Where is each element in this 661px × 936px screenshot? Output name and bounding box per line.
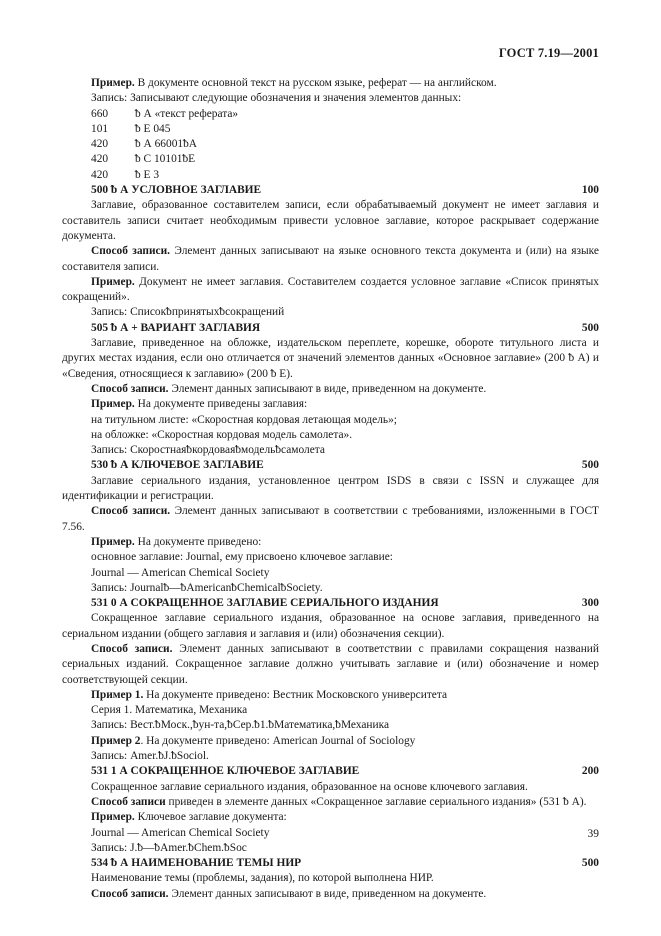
- paragraph-text: на титульном листе: «Скоростная кордовая летающая модель»;: [91, 413, 397, 426]
- section-heading: [62, 764, 599, 779]
- paragraph-lead: Способ записи.: [91, 642, 173, 655]
- paragraph: [62, 76, 599, 91]
- paragraph-text: Элемент данных записывают в виде, приведенном на документе.: [168, 382, 487, 395]
- paragraph-lead: Пример.: [91, 535, 135, 548]
- paragraph-lead: Способ записи.: [91, 887, 169, 900]
- paragraph-text: Запись: J.ᵬ—ᵬAmer.ᵬChem.ᵬSoc: [91, 841, 247, 854]
- section-number: 500: [581, 857, 599, 870]
- paragraph-text: . На документе приведено: American Journal of Sociology: [140, 734, 416, 747]
- paragraph-lead: Способ записи.: [91, 505, 171, 518]
- paragraph-lead: Способ записи: [91, 795, 166, 808]
- paragraph: [62, 749, 599, 764]
- section-title: 500 ᵬ А УСЛОВНОЕ ЗАГЛАВИЕ: [91, 184, 262, 197]
- paragraph-text: Серия 1. Математика, Механика: [91, 704, 248, 717]
- paragraph: [62, 780, 599, 795]
- paragraph: [62, 718, 599, 733]
- paragraph: [62, 550, 599, 565]
- paragraph-text: Запись: Записывают следующие обозначения и значения элементов данных:: [91, 92, 462, 105]
- paragraph: [62, 305, 599, 320]
- example-line: [62, 152, 599, 167]
- field-value: ᵬ С 10101ᵬE: [135, 153, 196, 166]
- paragraph-text: Запись: Списокᵬпринятыхᵬсокращений: [91, 306, 285, 319]
- field-code: 420: [91, 138, 109, 151]
- paragraph-text: Запись: Вест.ᵬМоск.,ᵬун-та,ᵬСер.ᵬ1.ᵬМатематика,ᵬМеханика: [91, 719, 390, 732]
- paragraph: [62, 871, 599, 886]
- paragraph: [62, 413, 599, 428]
- field-code: 660: [91, 107, 109, 120]
- section-heading: [62, 856, 599, 871]
- example-line: [62, 137, 599, 152]
- section-title: 531 1 А СОКРАЩЕННОЕ КЛЮЧЕВОЕ ЗАГЛАВИЕ: [91, 765, 360, 778]
- section-heading: [62, 458, 599, 473]
- paragraph-text: Элемент данных записывают на языке основного текста документа и (или) на языке составителя записи.: [62, 245, 599, 273]
- paragraph: [62, 535, 599, 550]
- paragraph: [62, 336, 599, 382]
- paragraph-text: приведен в элементе данных «Сокращенное заглавие сериального издания» (531 ᵬ А).: [165, 795, 587, 808]
- example-line: [62, 107, 599, 122]
- paragraph: [62, 642, 599, 688]
- paragraph: [62, 198, 599, 244]
- example-line: [62, 168, 599, 183]
- field-code: 101: [91, 122, 109, 135]
- section-title: 534 ᵬ А НАИМЕНОВАНИЕ ТЕМЫ НИР: [91, 857, 302, 870]
- paragraph: [62, 504, 599, 535]
- paragraph-text: На документе приведены заглавия:: [134, 398, 308, 411]
- paragraph-text: на обложке: «Скоростная кордовая модель самолета».: [91, 428, 353, 441]
- section-heading: [62, 183, 599, 198]
- paragraph-text: Элемент данных записывают в соответствии с требованиями, изложенными в ГОСТ 7.56.: [62, 505, 599, 533]
- paragraph-text: В документе основной текст на русском языке, реферат — на английском.: [134, 77, 497, 89]
- paragraph-text: Заглавие сериального издания, установленное центром ISDS в связи с ISSN и служащее для идентификации и регистрации.: [62, 474, 599, 503]
- section-number: 200: [581, 765, 599, 778]
- paragraph: [62, 703, 599, 718]
- paragraph: [62, 581, 599, 596]
- paragraph-text: Journal — American Chemical Society: [91, 826, 270, 839]
- paragraph-text: На документе приведено:: [134, 535, 262, 548]
- paragraph-text: Наименование темы (проблемы, задания), по которой выполнена НИР.: [91, 872, 434, 885]
- paragraph: [62, 611, 599, 642]
- paragraph-text: Элемент данных записывают в виде, приведенном на документе.: [168, 887, 487, 900]
- paragraph-text: Сокращенное заглавие сериального издания, образованное на основе ключевого заглавия.: [91, 780, 528, 793]
- example-line: [62, 122, 599, 137]
- paragraph-text: Заглавие, приведенное на обложке, издательском переплете, корешке, обороте титульного листа и других местах издания, если оно отличается от значений элементов данных «Основное заглавие» (200 ᵬ А) и «Сведения, относящиеся к заглавию» (200 ᵬ E).: [62, 337, 599, 380]
- paragraph: [62, 428, 599, 443]
- paragraph-text: Ключевое заглавие документа:: [134, 811, 287, 824]
- paragraph-text: основное заглавие: Journal, ему присвоено ключевое заглавие:: [91, 551, 393, 564]
- paragraph-text: Journal — American Chemical Society: [91, 566, 270, 579]
- field-value: ᵬ А 66001ᵬА: [135, 138, 198, 151]
- field-code: 420: [91, 168, 109, 181]
- paragraph-lead: Способ записи.: [91, 245, 171, 258]
- section-title: 531 0 А СОКРАЩЕННОЕ ЗАГЛАВИЕ СЕРИАЛЬНОГО ИЗДАНИЯ: [91, 597, 439, 610]
- paragraph-lead: Пример.: [91, 77, 135, 89]
- field-value: ᵬ E 045: [135, 122, 171, 135]
- paragraph-lead: Пример 1.: [91, 688, 144, 701]
- paragraph: [62, 244, 599, 275]
- paragraph: [62, 474, 599, 505]
- paragraph: [62, 397, 599, 412]
- section-number: 500: [581, 459, 599, 472]
- page-number: 39: [587, 828, 599, 840]
- paragraph: [62, 887, 599, 902]
- paragraph-lead: Пример.: [91, 275, 135, 288]
- paragraph: [62, 810, 599, 825]
- paragraph: [62, 734, 599, 749]
- paragraph: [62, 795, 599, 810]
- section-number: 100: [581, 184, 599, 197]
- paragraph: [62, 91, 599, 106]
- paragraph-text: Документ не имеет заглавия. Составителем создается условное заглавие «Список принятых сокращений».: [62, 275, 599, 304]
- paragraph-lead: Пример 2: [91, 734, 141, 747]
- paragraph-text: Запись: Journalᵬ—ᵬAmericanᵬChemicalᵬSociety.: [91, 581, 323, 594]
- paragraph: [62, 688, 599, 703]
- field-value: ᵬ А «текст реферата»: [135, 107, 239, 120]
- section-number: 300: [581, 597, 599, 610]
- paragraph-text: На документе приведено: Вестник Московского университета: [143, 688, 448, 701]
- paragraph-text: Запись: Amer.ᵬJ.ᵬSociol.: [91, 750, 209, 763]
- field-value: ᵬ E 3: [135, 168, 160, 181]
- paragraph-lead: Пример.: [91, 811, 135, 824]
- paragraph-text: Сокращенное заглавие сериального издания, образованное на основе заглавия, приведенного на сериальном издании (общего заглавия и заглавия и (или) обозначения секции).: [62, 612, 599, 640]
- paragraph: [62, 443, 599, 458]
- field-code: 420: [91, 153, 109, 166]
- section-heading: [62, 596, 599, 611]
- paragraph-text: Элемент данных записывают в соответствии с правилами сокращения названий сериальных изданий. Сокращенное заглавие должно учитывать заглавие и (или) обозначение и номер соответствующей секции.: [62, 642, 599, 686]
- section-title: 505 ᵬ А + ВАРИАНТ ЗАГЛАВИЯ: [91, 321, 261, 334]
- paragraph-text: Заглавие, образованное составителем записи, если обрабатываемый документ не имеет заглавия и составитель записи считает необходимым привести условное заглавие, которое раскрывает содержание документа.: [62, 199, 599, 242]
- paragraph-text: Запись: Скоростнаяᵬкордоваяᵬмодельᵬсамолета: [91, 444, 325, 457]
- section-title: 530 ᵬ А КЛЮЧЕВОЕ ЗАГЛАВИЕ: [91, 459, 264, 472]
- document-body: [62, 76, 599, 902]
- standard-header: ГОСТ 7.19—2001: [498, 46, 599, 60]
- section-number: 500: [581, 321, 599, 334]
- paragraph: [62, 382, 599, 397]
- paragraph-lead: Способ записи.: [91, 382, 169, 395]
- section-heading: [62, 321, 599, 336]
- paragraph: [62, 841, 599, 856]
- paragraph-lead: Пример.: [91, 398, 135, 411]
- paragraph: [62, 566, 599, 581]
- paragraph: [62, 275, 599, 306]
- paragraph: [62, 826, 599, 841]
